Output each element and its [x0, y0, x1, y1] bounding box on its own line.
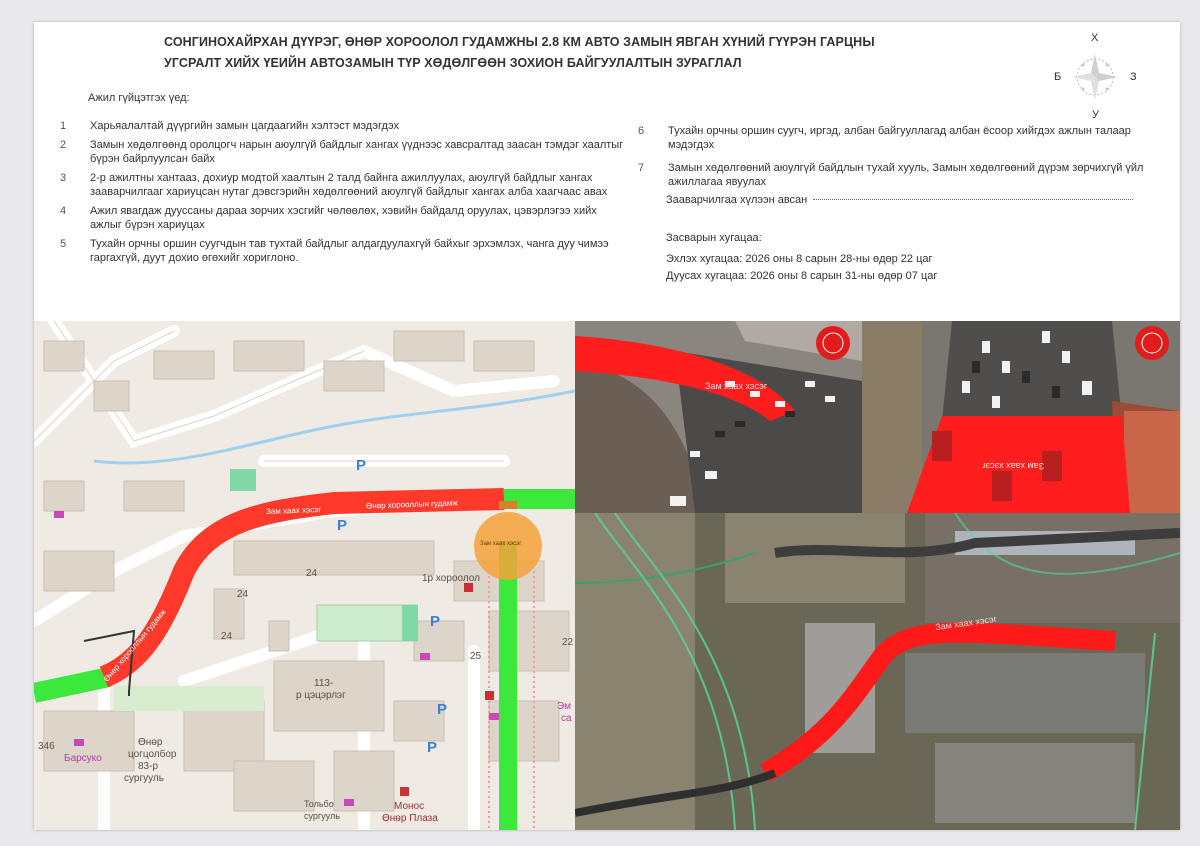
rules-list-right [638, 124, 1158, 206]
mall-label-2: Өнөр Плаза [382, 813, 438, 824]
closure-overlay-label: Зам хаах хэсэг [705, 381, 768, 391]
plan-sheet [34, 22, 1180, 830]
rule-item: 3 2-р ажилтны хантааз, дохиур модтой хаалтын 2 талд байнга ажиллуулах, аюулгүй байдлыг хангах зааварчилгааг хариуцсан нутаг дэвсгэрийн хөдөлгөөний аюулгүй байдлыг хангах алба хаагчаас авах [60, 172, 608, 198]
university-label: Тольбо [304, 799, 334, 809]
parking-icon: P [437, 701, 448, 718]
rule-item: 5 Тухайн орчны оршин суугчдын тав тухтай байдлыг алдагдуулахгүй байхыг эрхэмлэх, чанга дуу чимээ гаргахгүй, дуут дохио өгөхийг хориглоно. [60, 238, 609, 264]
kindergarten-label-2: р цэцэрлэг [296, 690, 346, 701]
closure-road-label: Зам хаах хэсэг [265, 505, 322, 516]
parking-icon: P [356, 457, 367, 474]
marker-label: Зам хаах хэсэг [480, 541, 522, 547]
schedule-block [666, 230, 937, 285]
rule-item: 1 Харьяалалтай дүүргийн замын цагдаагийн хэлтэст мэдэгдэх [60, 120, 399, 132]
signature-line: Зааварчилгаа хүлээн авсан [638, 194, 1158, 206]
university-label-2: сургууль [304, 811, 340, 821]
rule-item: 6 Тухайн орчны оршин суугч, иргэд, албан байгууллагад албан ёсоор хийгдэх ажлын талаар мэдэгдэх [638, 125, 1131, 151]
building-number: 24 [237, 589, 249, 600]
aerial-photo-2 [862, 321, 1180, 513]
schedule-heading: Засварын хугацаа: [666, 232, 762, 244]
satellite-photo [575, 513, 1180, 830]
schedule-end: Дуусах хугацаа: 2026 оны 8 сарын 31-ны өдөр 07 цаг [666, 270, 938, 282]
title-line-1: СОНГИНОХАЙРХАН ДҮҮРЭГ, ӨНӨР ХОРООЛОЛ ГУДАМЖНЫ 2.8 КМ АВТО ЗАМЫН ЯВГАН ХҮНИЙ ГҮҮРЭН ГАРЦНЫ [164, 35, 875, 49]
building-number: 24 [221, 631, 233, 642]
parking-icon: P [430, 613, 441, 630]
school-label-2: цогцолбор [128, 749, 177, 760]
school-label-3: 83-р [138, 761, 159, 772]
aerial-photo-1 [575, 321, 862, 513]
mall-label: Монос [394, 801, 425, 812]
compass-east: З [1130, 71, 1137, 83]
closure-overlay-label: Зам хаах хэсэг [934, 613, 998, 633]
house-number: 346 [38, 741, 55, 752]
school-label: Өнөр [138, 737, 163, 748]
rule-item: 7 Замын хөдөлгөөний аюулгүй байдлын тухай хууль, Замын хөдөлгөөний дүрэм зөрчихгүй үйл ажиллагаа явуулах [638, 162, 1144, 188]
compass-west: Б [1054, 71, 1062, 83]
kindergarten-label: 113- [314, 678, 334, 689]
side-road-label: Өнөр хорооллын гудамж [101, 607, 168, 684]
corner-label: Эм [557, 701, 571, 712]
building-number: 25 [470, 651, 482, 662]
closure-overlay-label: Зам хаах хэсэг [982, 461, 1045, 471]
document-title [164, 32, 1044, 74]
title-line-2: УГСРАЛТ ХИЙХ ҮЕИЙН АВТОЗАМЫН ТҮР ХӨДӨЛГӨӨН ЗОХИОН БАЙГУУЛАЛТЫН ЗУРАГЛАЛ [164, 56, 742, 70]
schedule-start: Эхлэх хугацаа: 2026 оны 8 сарын 28-ны өдөр 22 цаг [666, 253, 933, 265]
parking-icon: P [337, 517, 348, 534]
compass-rose-icon [1050, 32, 1140, 122]
building-number: 22 [562, 637, 574, 648]
street-map-panel [34, 321, 575, 830]
rules-subheading: Ажил гүйцэтгэх үед: [88, 92, 190, 104]
rules-list-left [60, 119, 630, 270]
corner-label-2: са [561, 713, 572, 724]
school-label-4: сургууль [124, 773, 164, 784]
shop-label: Барсуко [64, 753, 102, 764]
building-number: 24 [306, 568, 318, 579]
district-label: 1р хороолол [422, 573, 480, 584]
parking-icon: P [427, 739, 438, 756]
main-road-label: Өнөр хорооллын гудамж [365, 498, 458, 511]
rule-item: 2 Замын хөдөлгөөнд оролцогч нарын аюулгүй байдлыг хангах үүднээс хавсралтад заасан тэмдэг хаалтыг бүрэн байрлуулсан байх [60, 139, 624, 165]
compass-south: У [1092, 109, 1099, 121]
compass-north: Х [1091, 32, 1099, 44]
rule-item: 4 Ажил явагдаж дууссаны дараа зорчих хэсгийг чөлөөлөх, хэвийн байдалд оруулах, цэвэрлэгээ хийх ажлыг бүрэн хариуцах [60, 205, 597, 231]
